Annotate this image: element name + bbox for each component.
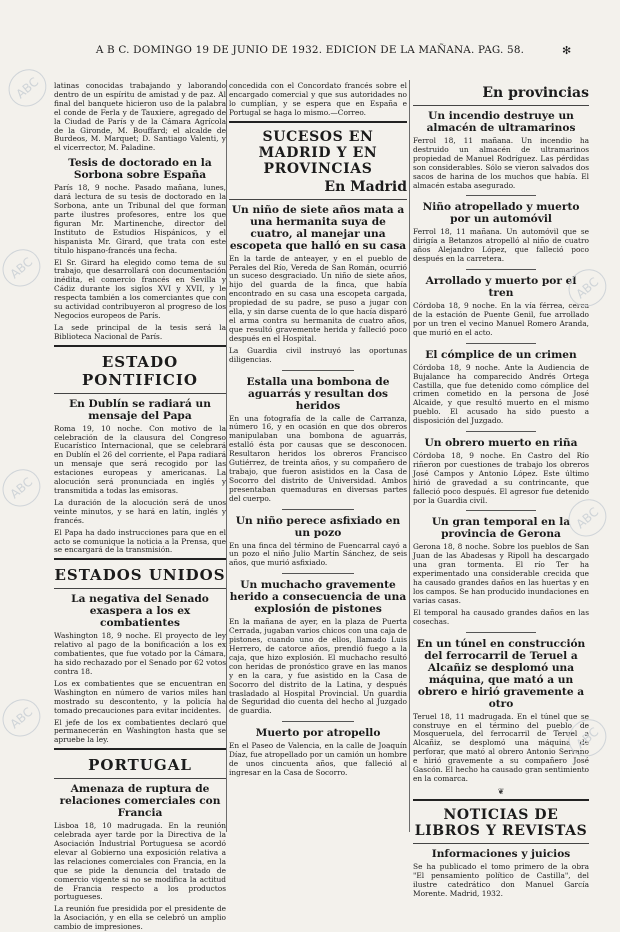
divider	[282, 370, 353, 371]
article-text: La reunión fue presidida por el presidente de la Asociación, y en ella se celebró un amplio cambio de impresiones.	[54, 904, 226, 932]
article-text: Los ex combatientes que se encuentran en Washington en número de varios miles han mostrado su descontento, y la policía ha tomado precauciones para evitar incidentes.	[54, 678, 226, 715]
watermark: ABC	[0, 692, 48, 744]
headline: Informaciones y juicios	[431, 847, 571, 860]
column-right	[413, 82, 589, 898]
article-text: Washington 18, 9 noche. El proyecto de ley relativo al pago de la bonificación a los ex combatientes, que fue votado por la Cámara, ha sido rechazado por el Senado por 62 votos contra 18.	[54, 631, 226, 676]
article-text: París 18, 9 noche. Pasado mañana, lunes, dará lectura de su tesis de doctorado en la Sorbona, ante un Tribunal del que forman parte ilustres profesores, entre los que figuran Mr. Martinenche, director del Instituto de Estudios Hispánicos, y el hispanista Mr. Girard, que trata con este título hispano-francés una fecha.	[54, 183, 226, 255]
section-title: ESTADO PONTIFICIO	[82, 352, 198, 389]
subsection-title: En provincias	[482, 85, 589, 101]
column-middle	[229, 82, 407, 837]
headline: Tesis de doctorado en la Sorbona sobre España	[68, 157, 212, 182]
headline: Un niño de siete años mata a una hermanita suya de cuatro, al manejar una escopeta que halló en su casa	[229, 203, 407, 252]
article-text: Se ha publicado el tomo primero de la obra "El pensamiento político de Castilla", del ilustre catedrático don Manuel García Morente. Madrid, 1932.	[413, 861, 589, 898]
watermark: ABC	[0, 462, 48, 514]
divider	[413, 843, 589, 844]
article-text: concedida con el Concordato francés sobre el encargado comercial y que sus autoridades no lo cumplían, y se espera que en España e Portugal se haga lo mismo.—Correo.	[229, 81, 407, 117]
article-text: La Guardia civil instruyó las oportunas diligencias.	[229, 345, 407, 364]
column-rule	[226, 80, 227, 832]
article-text: Córdoba 18, 9 noche. En Castro del Río riñeron por cuestiones de trabajo los obreros José Campos y Antonio López. Este último hirió de gravedad a su contrincante, que falleció poco después. El agresor fue detenido por la Guardia civil.	[413, 451, 589, 505]
watermark: ABC	[0, 242, 48, 294]
divider	[54, 748, 226, 750]
divider	[466, 632, 536, 633]
article-text: Roma 19, 10 noche. Con motivo de la celebración de la clausura del Congreso Eucarístico Internacional, que se celebrará en Dublín el 26 del corriente, el Papa radiará un mensaje que será recogido por las estaciones europeas y americanas. La alocución será pronunciada en inglés y transmitida a todas las emisoras.	[54, 423, 226, 495]
masthead: A B C. DOMINGO 19 DE JUNIO DE 1932. EDICION DE LA MAÑANA. PAG. 58.	[95, 44, 525, 56]
headline: Amenaza de ruptura de relaciones comerciales con Francia	[59, 783, 221, 820]
article-text: En el Paseo de Valencia, en la calle de Joaquín Díaz, fue atropellado por un camión un hombre de unos cincuenta años, que falleció al ingresar en la Casa de Socorro.	[229, 741, 407, 777]
divider	[413, 799, 589, 801]
divider	[282, 721, 353, 722]
divider	[413, 105, 589, 106]
divider	[466, 343, 536, 344]
headline: Un niño perece asfixiado en un pozo	[235, 514, 401, 539]
headline: Un obrero muerto en riña	[424, 437, 578, 450]
ornament-divider: ❦	[497, 786, 505, 796]
article-text: Córdoba 18, 9 noche. En la vía férrea, cerca de la estación de Puente Genil, fue arrollado por un tren el vecino Manuel Romero Aranda, que murió en el acto.	[413, 301, 589, 337]
page-mark: ✻	[562, 44, 572, 57]
divider	[466, 510, 536, 511]
headline: La negativa del Senado exaspera a los ex combatientes	[71, 593, 209, 630]
divider	[282, 573, 353, 574]
article-text: En una finca del término de Fuencarral cayó a un pozo el niño Julio Martín Sánchez, de seis años, que murió asfixiado.	[229, 540, 407, 568]
divider	[229, 121, 407, 123]
headline: Un gran temporal en la provincia de Gerona	[431, 516, 571, 541]
article-text: En la mañana de ayer, en la plaza de Puerta Cerrada, jugaban varios chicos con una caja de pistones, cuando uno de ellos, llamado Luis Herrero, de catorce años, prendió fuego a la caja, que hizo explosión. El muchacho resultó con heridas de pronóstico grave en las manos y en la cara, y fue asistido en la Casa de Socorro del distrito de la Latina, y después trasladado al Hospital Provincial. Un guardia de Seguridad dio cuenta del hecho al Juzgado de guardia.	[229, 617, 407, 716]
section-title: PORTUGAL	[88, 756, 192, 775]
article-text: latinas conocidas trabajando y laborando dentro de un espíritu de amistad y de paz. Al final del banquete hicieron uso de la palabra el conde de Ferla y de Tauxiere, agregado de la Ciudad de París y de la Cámara Agrícola de la Gironde, M. Bouffard; el alcalde de Burdeos, M. Marquet; D. Santiago Valenti, y el vicerrector, M. Paladine.	[54, 81, 226, 153]
watermark: ABC	[561, 262, 614, 314]
section-title: ESTADOS UNIDOS	[54, 566, 226, 585]
headline: En un túnel en construcción del ferrocarril de Teruel a Alcañiz se desplomó una máquina, que mató a un obrero e hirió gravemente a otro	[416, 637, 586, 710]
article-text: Teruel 18, 11 madrugada. En el túnel que se construye en el término del pueblo de Mosqueruela, del ferrocarril de Teruel a Alcañiz, se desplomó una máquina de perforar, que mató al obrero Antonio Serrano e hirió gravemente a su compañero José Gascón. El hecho ha causado gran sentimiento en la comarca.	[413, 711, 589, 783]
headline: En Dublín se radiará un mensaje del Papa	[69, 397, 211, 422]
watermark: ABC	[561, 492, 614, 544]
article-text: Ferrol 18, 11 mañana. Un automóvil que se dirigía a Betanzos atropelló al niño de cuatro años Alejandro López, que falleció poco después en la carretera.	[413, 227, 589, 264]
headline: Niño atropellado y muerto por un automóvil	[422, 201, 580, 226]
divider	[466, 431, 536, 432]
divider	[54, 778, 226, 779]
headline: Estalla una bombona de aguarrás y resultan dos heridos	[246, 375, 390, 412]
headline: Un muchacho gravemente herido a consecuencia de una explosión de pistones	[229, 579, 407, 616]
divider	[54, 393, 226, 394]
subsection-title: En Madrid	[324, 178, 407, 195]
article-text: Gerona 18, 8 noche. Sobre los pueblos de San Juan de las Abadesas y Ripoll ha descargado una gran tormenta. El río Ter ha experimentado una considerable crecida que ha causado grandes daños en las huertas y en los campos. Se han producido inundaciones en varias casas.	[413, 542, 589, 605]
divider	[282, 509, 353, 510]
article-text: En la tarde de anteayer, y en el pueblo de Perales del Río, Vereda de San Román, ocurrió un suceso desgraciado. Un niño de siete años, hijo del guarda de la finca, que había encontrado en su casa una escopeta cargada, propiedad de su padre, se puso a jugar con ella, y sin darse cuenta de lo que hacía disparó el arma contra su hermanita de cuatro años, que resultó gravemente herida y falleció poco después en el Hospital.	[229, 253, 407, 343]
article-text: El Sr. Girard ha elegido como tema de su trabajo, que desarrollará con documentación inédita, el comercio francés en Sevilla y Cádiz durante los siglos XVI y XVII, y le respecta también a los comerciantes que con su actividad contribuyeron al progreso de los Negocios europeos de París.	[54, 257, 226, 320]
headline: Arrollado y muerto por el tren	[425, 275, 577, 300]
article-text: La duración de la alocución será de unos veinte minutos, y se hará en latín, inglés y francés.	[54, 497, 226, 525]
article-text: Ferrol 18, 11 mañana. Un incendio ha destruido un almacén de ultramarinos propiedad de Manuel Rodríguez. Las pérdidas son considerables. Sólo se vieron salvados dos sacos de harina de los muchos que había. El almacén estaba asegurado.	[413, 136, 589, 190]
divider	[466, 269, 536, 270]
divider	[54, 345, 226, 347]
article-text: El temporal ha causado grandes daños en las cosechas.	[413, 607, 589, 626]
article-text: El Papa ha dado instrucciones para que en el acto se comunique la noticia a la Prensa, que se encargará de la transmisión.	[54, 527, 226, 555]
divider	[54, 588, 226, 589]
column-left	[54, 81, 226, 932]
divider	[466, 195, 536, 196]
article-text: En una fotografía de la calle de Carranza, número 16, y en ocasión en que dos obreros manipulaban una bombona de aguarrás, estalló ésta por causas que se desconocen. Resultaron heridos los obreros Francisco Gutiérrez, de treinta años, y su compañero de trabajo, que fueron asistidos en la Casa de Socorro del distrito de Universidad. Ambos presentaban quemaduras en diversas partes del cuerpo.	[229, 413, 407, 503]
headline: El cómplice de un crimen	[425, 348, 577, 361]
article-text: La sede principal de la tesis será la Biblioteca Nacional de París.	[54, 322, 226, 341]
headline: Muerto por atropello	[255, 727, 381, 740]
section-title: SUCESOS EN MADRID Y EN PROVINCIAS	[258, 128, 378, 177]
article-text: Lisboa 18, 10 madrugada. En la reunión celebrada ayer tarde por la Directiva de la Asociación Industrial Portuguesa se acordó elevar al Gobierno una exposición relativa a las relaciones comerciales con Francia, en la que se pide la denuncia del tratado de comercio vigente si no se modifica la actitud de Francia respecto a los productos portugueses.	[54, 821, 226, 902]
divider	[54, 558, 226, 560]
watermark: ABC	[1, 62, 54, 114]
watermark: ABC	[561, 712, 614, 764]
article-text: El jefe de los ex combatientes declaró que permanecerán en Washington hasta que se apruebe la ley.	[54, 717, 226, 745]
headline: Un incendio destruye un almacén de ultramarinos	[426, 110, 576, 134]
article-text: Córdoba 18, 9 noche. Ante la Audiencia de Bujalance ha comparecido Andrés Ortega Castilla, que fue detenido como cómplice del crimen cometido en la persona de José Alcaide, y que resultó muerto en el mismo pueblo. El acusado ha sido puesto a disposición del Juzgado.	[413, 362, 589, 426]
section-title: NOTICIAS DE LIBROS Y REVISTAS	[414, 806, 588, 839]
divider	[229, 199, 407, 200]
column-rule	[409, 80, 410, 832]
